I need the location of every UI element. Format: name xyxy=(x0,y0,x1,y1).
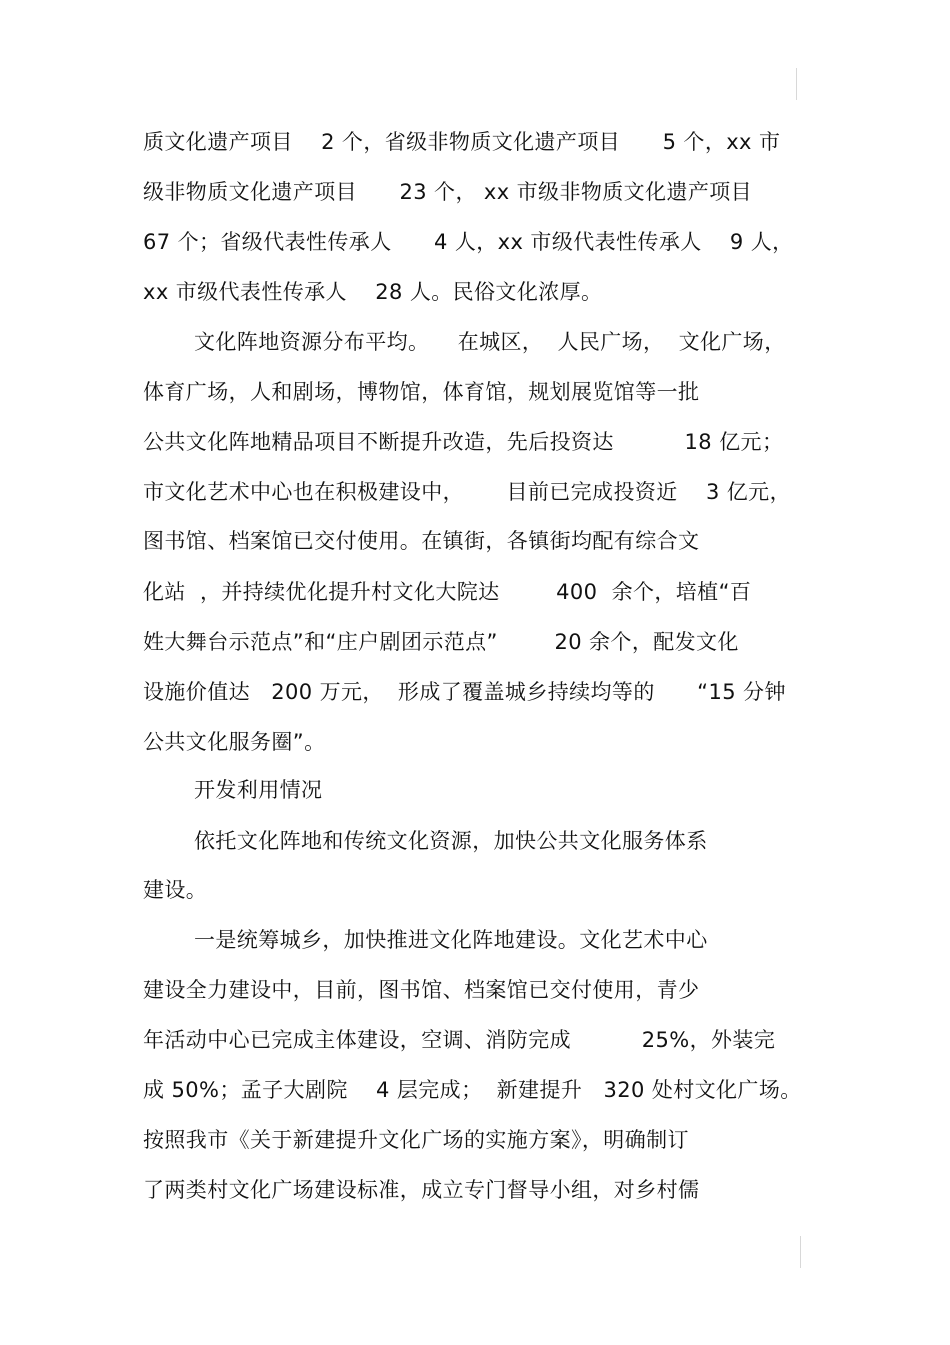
text-line: 按照我市《关于新建提升文化广场的实施方案》，明确制订 xyxy=(143,1128,689,1152)
text-line: 了两类村文化广场建设标准，成立专门督导小组，对乡村儒 xyxy=(143,1178,700,1202)
text-line: 年活动中心已完成主体建设，空调、消防完成 25%，外装完 xyxy=(143,1028,776,1052)
text-line: 公共文化服务圈”。 xyxy=(143,730,326,754)
text-line: 体育广场，人和剧场，博物馆，体育馆，规划展览馆等一批 xyxy=(143,380,700,404)
text-line: 成 50%；孟子大剧院 4 层完成； 新建提升 320 处村文化广场。 xyxy=(143,1078,802,1102)
paragraph-first-line: 文化阵地资源分布平均。 在城区， 人民广场， 文化广场， xyxy=(194,330,786,354)
text-line: 公共文化阵地精品项目不断提升改造，先后投资达 18 亿元； xyxy=(143,430,784,454)
section-heading: 开发利用情况 xyxy=(194,778,323,802)
paragraph-first-line: 一是统筹城乡，加快推进文化阵地建设。文化艺术中心 xyxy=(194,928,708,952)
text-line: 建设。 xyxy=(143,878,208,902)
text-line: xx 市级代表性传承人 28 人。民俗文化浓厚。 xyxy=(143,280,603,304)
text-line: 化站 ，并持续优化提升村文化大院达 400 余个，培植“百 xyxy=(143,580,752,604)
text-line: 图书馆、档案馆已交付使用。在镇街，各镇街均配有综合文 xyxy=(143,529,700,553)
page-corner-mark-bottom xyxy=(800,1236,801,1268)
text-line: 级非物质文化遗产项目 23 个， xx 市级非物质文化遗产项目 xyxy=(143,180,753,204)
text-line: 姓大舞台示范点”和“庄户剧团示范点” 20 余个，配发文化 xyxy=(143,630,739,654)
text-line: 67 个；省级代表性传承人 4 人，xx 市级代表性传承人 9 人， xyxy=(143,230,794,254)
page-corner-mark-top xyxy=(796,68,797,100)
text-line: 市文化艺术中心也在积极建设中， 目前已完成投资近 3 亿元， xyxy=(143,480,791,504)
text-line: 设施价值达 200 万元， 形成了覆盖城乡持续均等的 “15 分钟 xyxy=(143,680,786,704)
text-line: 建设全力建设中，目前，图书馆、档案馆已交付使用，青少 xyxy=(143,978,700,1002)
paragraph-first-line: 依托文化阵地和传统文化资源，加快公共文化服务体系 xyxy=(194,829,708,853)
text-line: 质文化遗产项目 2 个，省级非物质文化遗产项目 5 个，xx 市 xyxy=(143,130,781,154)
